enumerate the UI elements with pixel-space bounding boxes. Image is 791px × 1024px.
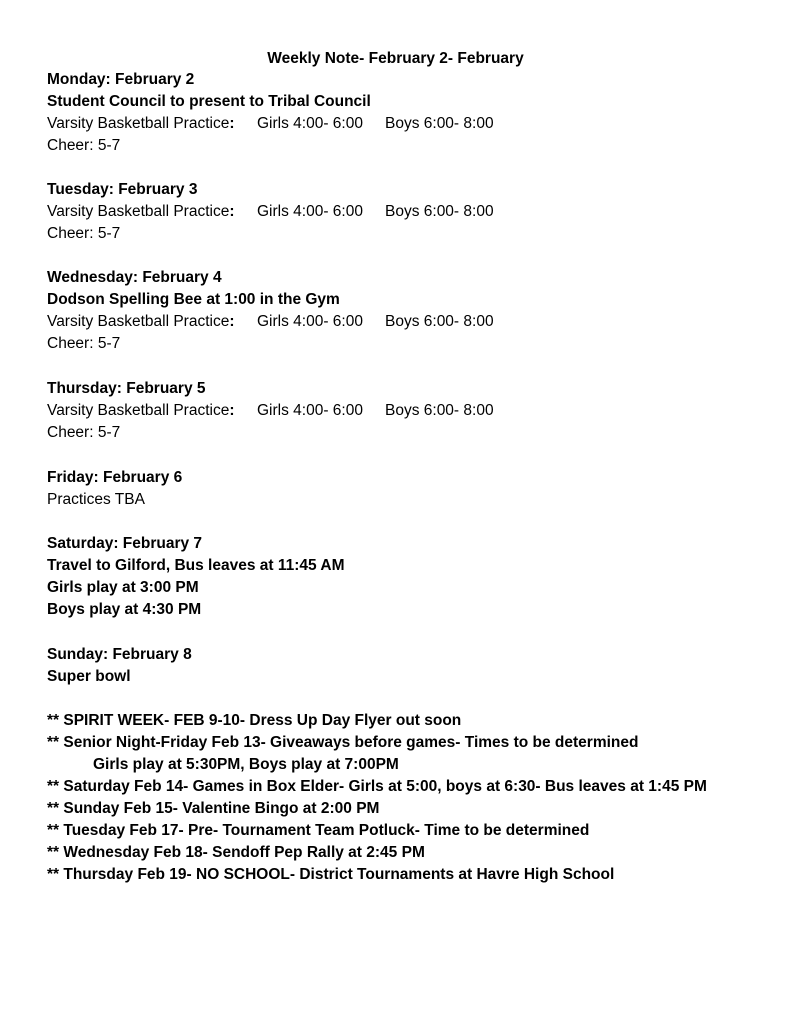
day-heading: Saturday: February 7 [47,535,203,552]
announcement-item: ** Thursday Feb 19- NO SCHOOL- District Tournaments at Havre High School [47,866,615,883]
announcement-item: ** Saturday Feb 14- Games in Box Elder- Girls at 5:00, boys at 6:30- Bus leaves at 1:45 PM [47,778,707,795]
day-note: Girls play at 3:00 PM [47,579,199,596]
day-heading: Wednesday: February 4 [47,269,222,286]
announcement-item: Girls play at 5:30PM, Boys play at 7:00PM [93,756,399,773]
wednesday-section [47,267,494,355]
practice-line [47,400,494,422]
boys-practice-time: Boys 6:00- 8:00 [385,203,494,220]
announcement-item: ** Wednesday Feb 18- Sendoff Pep Rally at 2:45 PM [47,844,425,861]
day-heading: Friday: February 6 [47,469,183,486]
practice-line [47,113,494,135]
announcement-item: ** SPIRIT WEEK- FEB 9-10- Dress Up Day Flyer out soon [47,712,462,729]
cheer-line: Cheer: 5-7 [47,137,121,154]
announcement-item: ** Senior Night-Friday Feb 13- Giveaways before games- Times to be determined [47,734,639,751]
thursday-section [47,378,494,444]
friday-section [47,467,182,511]
day-heading: Sunday: February 8 [47,646,192,663]
saturday-section [47,533,344,621]
practice-label: Varsity Basketball Practice: [47,313,235,330]
boys-practice-time: Boys 6:00- 8:00 [385,115,494,132]
girls-practice-time: Girls 4:00- 6:00 [257,115,363,132]
day-note: Super bowl [47,668,131,685]
day-heading: Thursday: February 5 [47,380,206,397]
announcement-item: ** Tuesday Feb 17- Pre- Tournament Team Potluck- Time to be determined [47,822,590,839]
practice-line [47,311,494,333]
practice-label: Varsity Basketball Practice: [47,115,235,132]
practice-label: Varsity Basketball Practice: [47,203,235,220]
cheer-line: Cheer: 5-7 [47,424,121,441]
boys-practice-time: Boys 6:00- 8:00 [385,402,494,419]
sunday-section [47,644,192,688]
day-note: Boys play at 4:30 PM [47,601,202,618]
page-title: Weekly Note- February 2- February [267,50,524,67]
day-note: Student Council to present to Tribal Council [47,93,371,110]
practice-line [47,201,494,223]
announcement-item: ** Sunday Feb 15- Valentine Bingo at 2:00 PM [47,800,380,817]
day-heading: Tuesday: February 3 [47,181,198,198]
tuesday-section [47,179,494,245]
girls-practice-time: Girls 4:00- 6:00 [257,203,363,220]
day-note: Practices TBA [47,491,145,508]
girls-practice-time: Girls 4:00- 6:00 [257,313,363,330]
girls-practice-time: Girls 4:00- 6:00 [257,402,363,419]
cheer-line: Cheer: 5-7 [47,335,121,352]
day-note: Dodson Spelling Bee at 1:00 in the Gym [47,291,340,308]
day-note: Travel to Gilford, Bus leaves at 11:45 AM [47,557,345,574]
boys-practice-time: Boys 6:00- 8:00 [385,313,494,330]
practice-label: Varsity Basketball Practice: [47,402,235,419]
cheer-line: Cheer: 5-7 [47,225,121,242]
day-heading: Monday: February 2 [47,71,195,88]
announcements-list [47,710,707,886]
monday-section [47,69,494,157]
